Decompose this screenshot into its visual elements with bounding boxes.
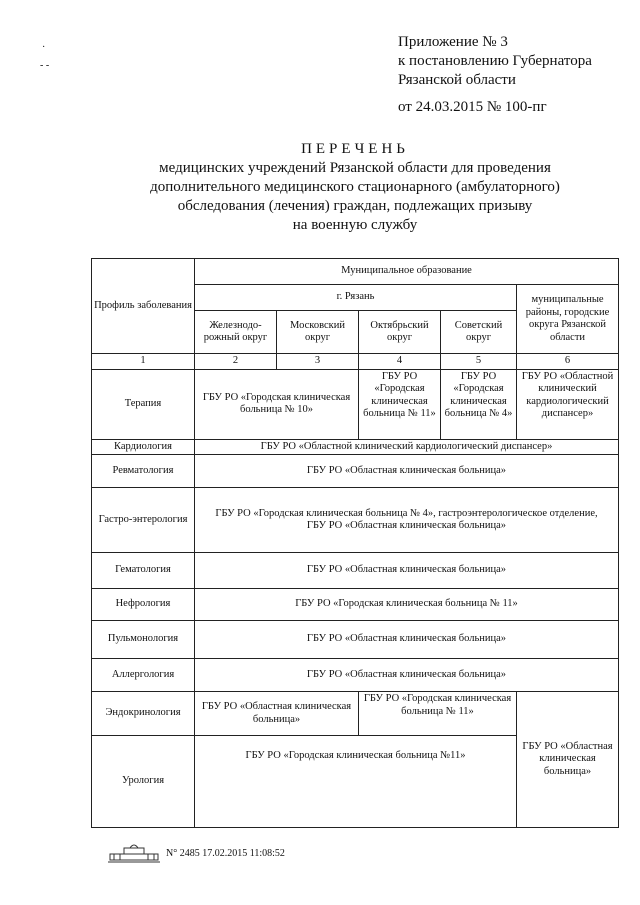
header-city: г. Рязань	[195, 285, 517, 311]
col-num-4: 4	[359, 354, 441, 370]
row-terapia-profile: Терапия	[92, 369, 195, 439]
title-line-4: на военную службу	[292, 217, 418, 233]
institutions-table	[91, 258, 619, 828]
row-endo-c45: ГБУ РО «Городская клиническая больница № 11»	[359, 692, 517, 736]
header-municipal: Муниципальное образование	[195, 259, 619, 285]
row-pulmo-profile: Пульмонология	[92, 621, 195, 659]
row-terapia-c5: ГБУ РО «Городская клиническая больница № 4»	[441, 369, 517, 439]
title-line-2: дополнительного медицинского стационарного (амбулаторного)	[150, 179, 560, 195]
col-num-5: 5	[441, 354, 517, 370]
col-num-2: 2	[195, 354, 277, 370]
row-nefro-profile: Нефрология	[92, 589, 195, 621]
row-allergo-value: ГБУ РО «Областная клиническая больница»	[195, 659, 619, 692]
row-pulmo-value: ГБУ РО «Областная клиническая больница»	[195, 621, 619, 659]
header-okt: Октябрьский округ	[359, 311, 441, 354]
header-mosk: Московский округ	[277, 311, 359, 354]
decree-date: от 24.03.2015 № 100-пг	[398, 99, 547, 115]
header-districts: муниципальные районы, городские округа Рязанской области	[517, 285, 619, 354]
row-gastro-value	[195, 488, 619, 553]
title-heading: ПЕРЕЧЕНЬ	[301, 141, 409, 157]
annex-header	[398, 33, 592, 90]
header-zhel: Железнодо-рожный округ	[195, 311, 277, 354]
row-kardio-profile: Кардиология	[92, 439, 195, 455]
row-nefro-value: ГБУ РО «Городская клиническая больница № 11»	[195, 589, 619, 621]
row-kardio-value: ГБУ РО «Областной клинический кардиологический диспансер»	[195, 439, 619, 455]
header-profile: Профиль заболевания	[92, 259, 195, 354]
row-uro-profile: Урология	[92, 736, 195, 828]
row-endo-c23: ГБУ РО «Областная клиническая больница»	[195, 692, 359, 736]
row-gemato-profile: Гематология	[92, 553, 195, 589]
row-gemato-value: ГБУ РО «Областная клиническая больница»	[195, 553, 619, 589]
scan-speck-1: ·	[42, 42, 46, 53]
annex-line-3: Рязанской области	[398, 72, 516, 88]
gastro-line-1: ГБУ РО «Городская клиническая больница № 4», гастроэнтерологическое отделение,	[215, 507, 598, 519]
document-title	[120, 140, 590, 235]
header-sov: Советский округ	[441, 311, 517, 354]
row-terapia-c6: ГБУ РО «Областной клинический кардиологический диспансер»	[517, 369, 619, 439]
footer-stamp	[108, 842, 285, 864]
title-line-1: медицинских учреждений Рязанской области для проведения	[159, 160, 551, 176]
row-terapia-c4: ГБУ РО «Городская клиническая больница № 11»	[359, 369, 441, 439]
scan-speck-2: - -	[40, 60, 50, 71]
annex-line-2: к постановлению Губернатора	[398, 53, 592, 69]
row-revmo-value: ГБУ РО «Областная клиническая больница»	[195, 455, 619, 488]
col-num-1: 1	[92, 354, 195, 370]
building-logo-icon	[108, 842, 160, 864]
row-uro-value: ГБУ РО «Городская клиническая больница №11»	[195, 736, 517, 828]
row-allergo-profile: Аллергология	[92, 659, 195, 692]
annex-line-1: Приложение № 3	[398, 34, 508, 50]
row-revmo-profile: Ревматология	[92, 455, 195, 488]
registration-number: N° 2485 17.02.2015 11:08:52	[166, 847, 285, 859]
row-gastro-profile: Гастро-энтерология	[92, 488, 195, 553]
row-terapia-c23: ГБУ РО «Городская клиническая больница № 10»	[195, 369, 359, 439]
row-endo-uro-c6: ГБУ РО «Областная клиническая больница»	[517, 692, 619, 828]
title-line-3: обследования (лечения) граждан, подлежащих призыву	[177, 198, 533, 214]
gastro-line-2: ГБУ РО «Областная клиническая больница»	[306, 520, 507, 531]
col-num-6: 6	[517, 354, 619, 370]
col-num-3: 3	[277, 354, 359, 370]
row-endo-profile: Эндокринология	[92, 692, 195, 736]
